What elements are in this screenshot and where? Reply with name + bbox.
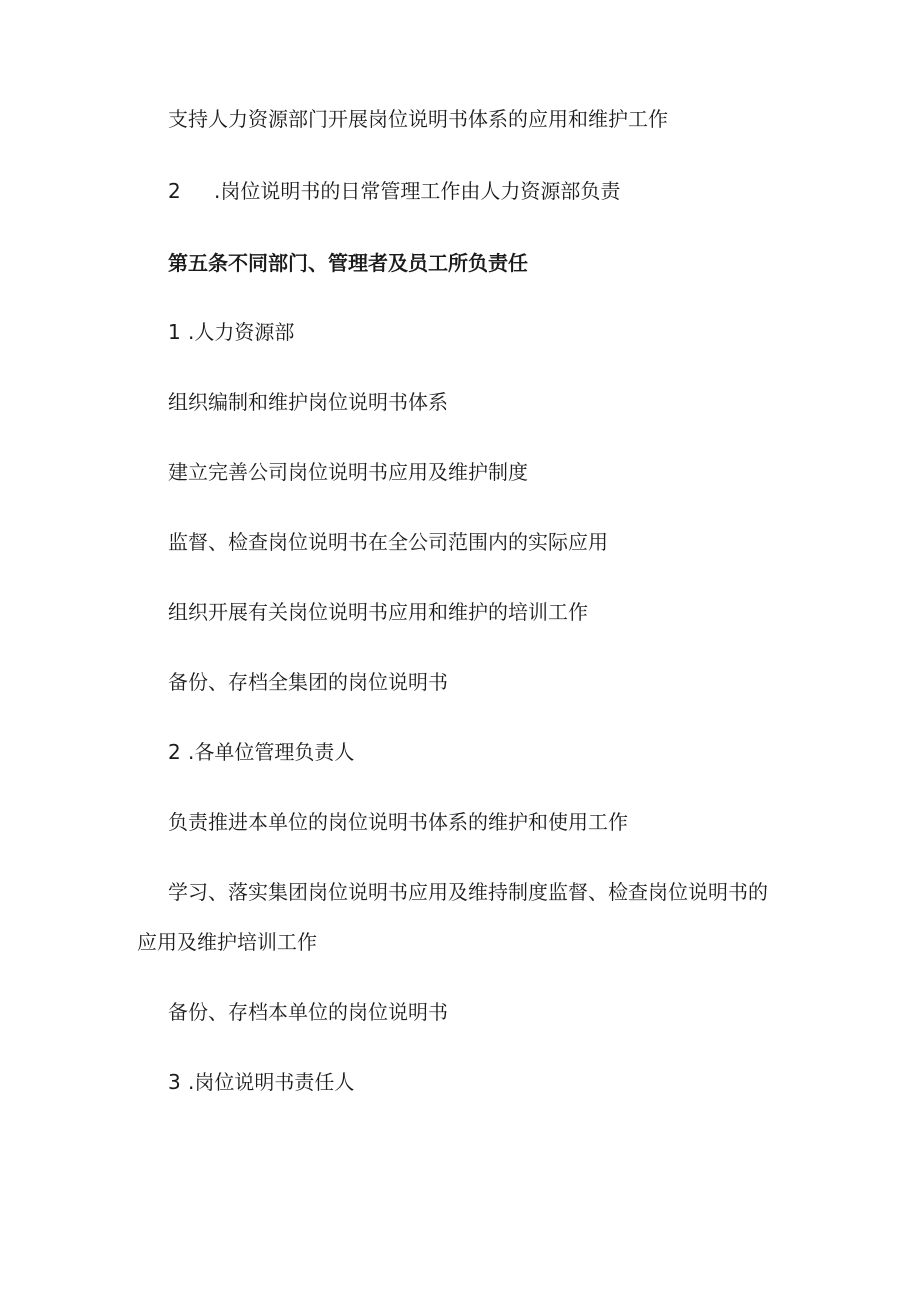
paragraph xyxy=(168,1000,448,1024)
paragraph-text: 支持人力资源部门开展岗位说明书体系的应用和维护工作 xyxy=(168,107,668,131)
item-text: .岗位说明书的日常管理工作由人力资源部负责 xyxy=(214,179,621,203)
paragraph-text: 应用及维护培训工作 xyxy=(137,930,317,954)
paragraph xyxy=(168,880,768,904)
numbered-item xyxy=(168,1070,354,1094)
paragraph-text: 建立完善公司岗位说明书应用及维护制度 xyxy=(168,460,528,484)
item-text: .岗位说明书责任人 xyxy=(188,1070,355,1094)
numbered-item xyxy=(168,320,294,344)
paragraph-text: 负责推进本单位的岗位说明书体系的维护和使用工作 xyxy=(168,810,628,834)
item-text: .人力资源部 xyxy=(188,320,295,344)
paragraph-text: 监督、检查岗位说明书在全公司范围内的实际应用 xyxy=(168,530,608,554)
paragraph xyxy=(168,810,628,834)
heading-text: 第五条不同部门、管理者及员工所负责任 xyxy=(168,251,528,275)
item-number: 2 xyxy=(168,740,181,764)
item-number: 3 xyxy=(168,1070,181,1094)
section-heading xyxy=(168,251,528,275)
item-text: .各单位管理负责人 xyxy=(188,740,355,764)
paragraph xyxy=(168,600,588,624)
paragraph-text: 组织开展有关岗位说明书应用和维护的培训工作 xyxy=(168,600,588,624)
paragraph-text: 学习、落实集团岗位说明书应用及维持制度监督、检查岗位说明书的 xyxy=(168,880,768,904)
paragraph xyxy=(168,460,528,484)
item-number: 2 xyxy=(168,179,181,203)
paragraph-text: 组织编制和维护岗位说明书体系 xyxy=(168,390,448,414)
paragraph-continuation xyxy=(137,930,317,954)
numbered-item xyxy=(168,179,620,203)
item-number: 1 xyxy=(168,320,181,344)
paragraph xyxy=(168,530,608,554)
paragraph xyxy=(168,390,448,414)
paragraph-text: 备份、存档全集团的岗位说明书 xyxy=(168,670,448,694)
numbered-item xyxy=(168,740,354,764)
paragraph-text: 备份、存档本单位的岗位说明书 xyxy=(168,1000,448,1024)
paragraph xyxy=(168,107,668,131)
paragraph xyxy=(168,670,448,694)
